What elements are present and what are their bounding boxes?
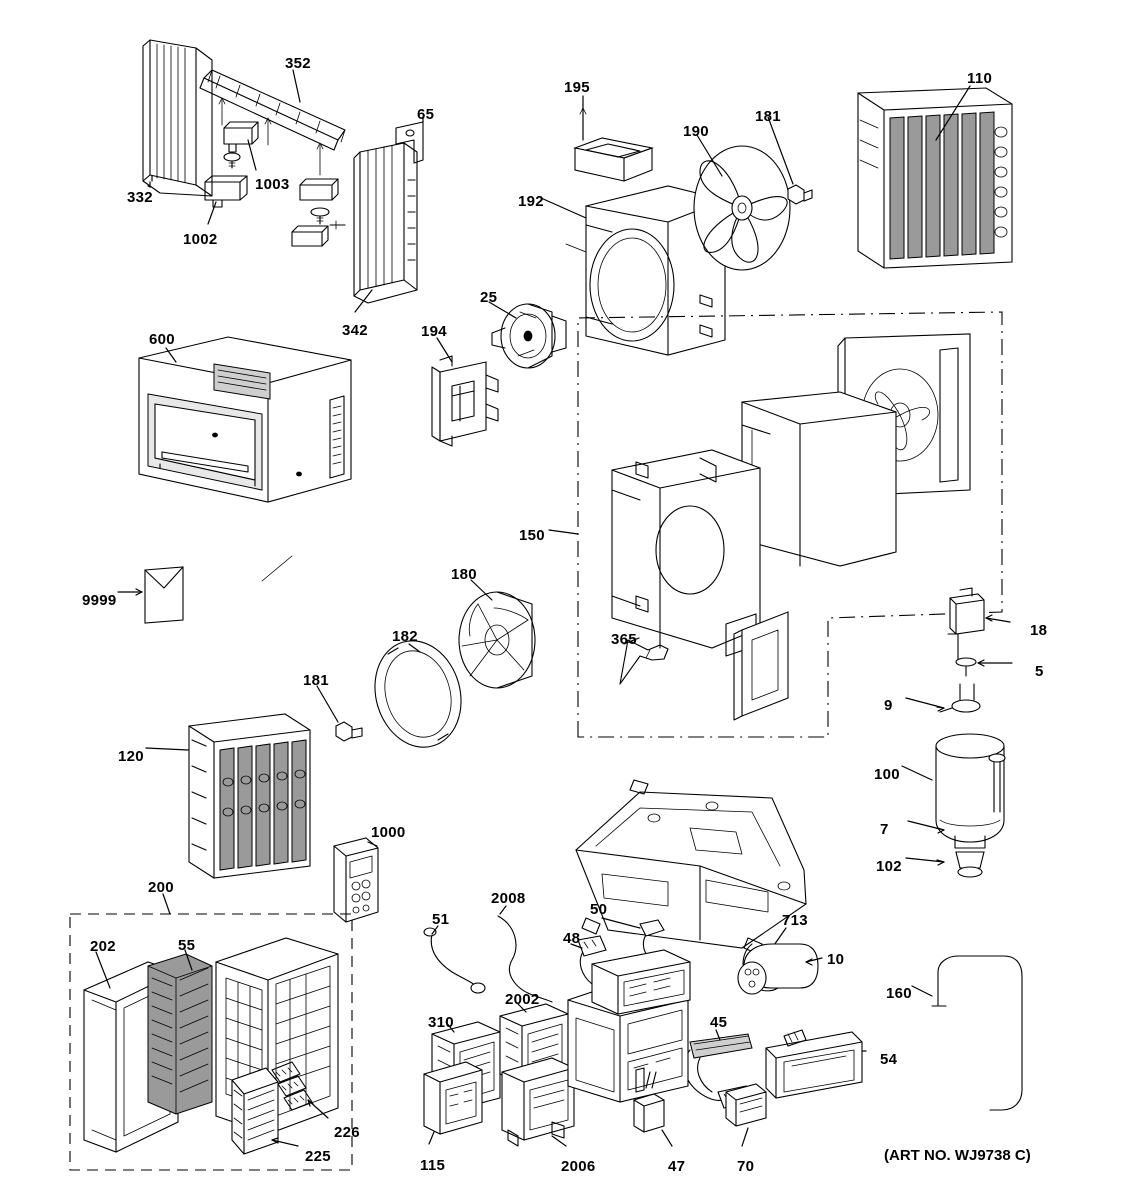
part-70-terminal-block [726, 1084, 766, 1146]
callout-600: 600 [149, 331, 175, 348]
callout-18: 18 [1030, 622, 1048, 639]
part-332-side-curtain-left [143, 40, 212, 196]
callout-352: 352 [285, 55, 311, 72]
art-number-label: (ART NO. WJ9738 C) [884, 1147, 1031, 1164]
part-1000-remote-control [334, 838, 378, 922]
part-150-chassis-assembly [612, 334, 970, 720]
part-182-blower-ring [363, 631, 474, 758]
part-54-display-bezel [766, 1032, 866, 1098]
part-102-compressor-mount [906, 852, 984, 877]
part-160-tubing-loop [912, 956, 1022, 1110]
callout-202: 202 [90, 938, 116, 955]
callout-100: 100 [874, 766, 900, 783]
callout-54: 54 [880, 1051, 898, 1068]
callout-332: 332 [127, 189, 153, 206]
callout-181-upper: 181 [755, 108, 781, 125]
callout-47: 47 [668, 1158, 686, 1175]
callout-115: 115 [420, 1157, 446, 1174]
part-9-suction-fitting [906, 684, 980, 712]
callout-195: 195 [564, 79, 590, 96]
part-5-discharge-fitting [948, 634, 1012, 676]
callout-50: 50 [590, 901, 608, 918]
part-base-pan [576, 780, 806, 954]
callout-25: 25 [480, 289, 498, 306]
part-600-outer-cabinet [139, 337, 351, 581]
part-181-blower-nut [317, 686, 362, 741]
part-194-motor-mount [432, 338, 498, 446]
callout-225: 225 [305, 1148, 331, 1165]
part-120-evaporator-coil [146, 714, 310, 878]
callout-70: 70 [737, 1158, 755, 1175]
callout-182: 182 [392, 628, 418, 645]
part-1002-screw-pack [205, 176, 247, 224]
callout-5: 5 [1035, 663, 1044, 680]
callout-713: 713 [782, 912, 808, 929]
callout-160: 160 [886, 985, 912, 1002]
callout-2002: 2002 [505, 991, 540, 1008]
callout-65: 65 [417, 106, 435, 123]
callout-2006: 2006 [561, 1158, 596, 1175]
part-195-orifice-plate [575, 96, 652, 181]
part-25-fan-motor [489, 302, 566, 368]
callout-1000: 1000 [371, 824, 406, 841]
part-10-run-capacitor [738, 944, 822, 994]
part-hardware-cluster [292, 179, 345, 246]
callout-365: 365 [611, 631, 637, 648]
part-55-air-filter [148, 950, 212, 1114]
part-51-thermistor-lead [424, 926, 485, 993]
callout-45: 45 [710, 1014, 728, 1031]
part-control-housing [568, 950, 690, 1102]
part-115-keypad [424, 1062, 482, 1144]
part-1003-screw-pack [224, 122, 258, 170]
callout-310: 310 [428, 1014, 454, 1031]
part-18-terminal-cover [950, 588, 1010, 634]
callout-120: 120 [118, 748, 144, 765]
part-100-compressor [902, 734, 1005, 848]
callout-150: 150 [519, 527, 545, 544]
part-190-condenser-fan-blade [694, 135, 790, 270]
callout-9: 9 [884, 697, 893, 714]
callout-10: 10 [827, 951, 845, 968]
part-9999-literature [118, 567, 183, 623]
part-180-blower-wheel [459, 580, 535, 688]
part-342-side-curtain-right [354, 143, 417, 312]
callout-200: 200 [148, 879, 174, 896]
callout-342: 342 [342, 322, 368, 339]
callout-1003: 1003 [255, 176, 290, 193]
callout-51: 51 [432, 911, 450, 928]
part-65-bracket [396, 118, 423, 163]
callout-181-lower: 181 [303, 672, 329, 689]
part-2008-wire-harness [498, 906, 552, 1002]
callout-7: 7 [880, 821, 889, 838]
callout-48: 48 [563, 930, 581, 947]
callout-1002: 1002 [183, 231, 218, 248]
leader-200 [163, 894, 170, 914]
callout-55: 55 [178, 937, 196, 954]
callout-2008: 2008 [491, 890, 526, 907]
callout-180: 180 [451, 566, 477, 583]
callout-102: 102 [876, 858, 902, 875]
part-110-condenser-coil [858, 86, 1012, 268]
callout-194: 194 [421, 323, 447, 340]
callout-110: 110 [967, 70, 993, 87]
callout-192: 192 [518, 193, 544, 210]
leader-150 [549, 530, 578, 534]
callout-190: 190 [683, 123, 709, 140]
part-2006-control-panel [502, 1058, 574, 1146]
callout-9999: 9999 [82, 592, 117, 609]
callout-226: 226 [334, 1124, 360, 1141]
